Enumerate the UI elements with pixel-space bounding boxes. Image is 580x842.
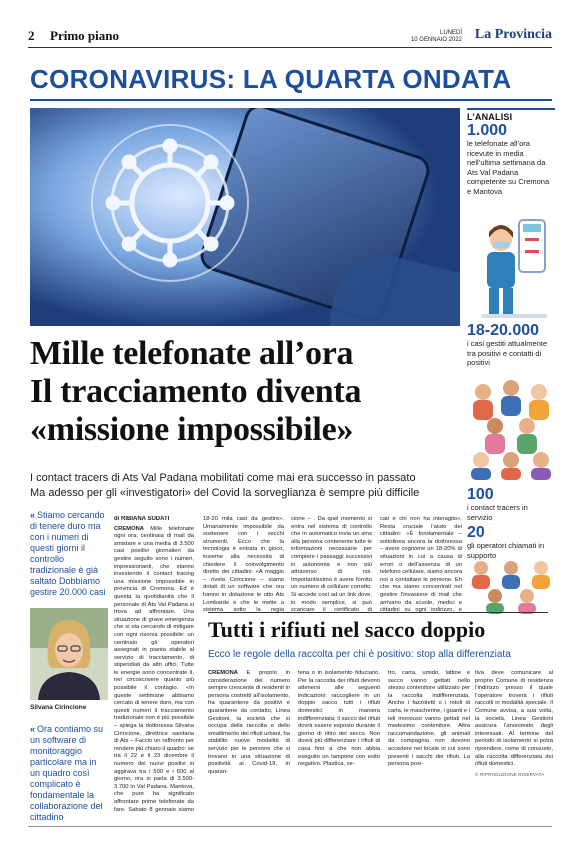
page-header [28,28,552,48]
page-number: 2 [28,28,35,43]
stat-cases-text: i casi gestiti attualmente tra positivi e contatti di positivi [467,339,548,367]
article1-column-4 [380,516,462,612]
stat-operators-text: gli operatori chiamati in supporto [467,541,545,560]
quote-mark-icon: « [30,724,36,734]
article2-column-2: tena o in isolamento fiduciario. Per la raccolta dei rifiuti devono attenersi alle seguenti indicazioni: raccogliere in un doppio sacco tutti i rifiuti domestici in maniera indifferenziata; il sacco dei rifiuti dovrà essere esposto durante il giorno di ritiro del secco. Non dovrà più differenziare i rifiuti di casa fino a che non abbia eseguito un tampone con esito negativo. Plastica, ve- [298,670,380,768]
main-headline [30,335,470,449]
stat-tracers-text: i contact tracers in servizio [467,503,528,522]
issue-day: LUNEDÌ [439,30,462,36]
pull-quote-1 [30,510,108,598]
article1-col4-text: cati e chi non ha interagito». Resta cruciale l’aiuto dei cittadini: «È fondamentale – sottolinea ancora la dottoressa – avere cognome un 18-20% di situazioni in cui a causa di errori o dell’assenza di un telefono cellulare, siamo ancora noi a contattare le persone. Eh che ma siamo concentrati nel gestire l’invasione di mail che arrivano da scuole, medici e cittadini su ogni indirizzo, e [380,516,462,612]
stat-calls [467,108,555,196]
stat-calls-text: le telefonate all’ora ricevute in media nell’ultima settimana da Ats Val Padana competente su Cremona e Mantova [467,139,550,196]
stat-calls-value: 1.000 [467,122,508,139]
subhead-line-2: Ma adesso per gli «investigatori» del Covid la sorveglianza è sempre più difficile [30,487,420,499]
article1-city: CREMONA [114,525,144,532]
analysis-sidebar [467,108,555,608]
stat-operators-value: 20 [467,524,485,541]
portrait-image [30,608,108,700]
article1-byline: di RIBIANA SUDATI [114,516,170,522]
portrait-caption: Silvana Cirincione [30,704,87,711]
bottom-rule [28,826,552,827]
article2-col4-text: tiva deve comunicare al proprio Comune di residenza l’indirizzo presso il quale l’operatore troverà i rifiuti raccolti in modalità speciale. Il Comune avvisa, a sua volta, la società. Linea Gestioni assicura l’anonimato degli interessati. Al termine del periodo di isolamento si potrà riprendere, come di consueto, alla raccolta differenziata dei rifiuti domestici. [475,670,553,768]
crowd-figures [467,376,555,480]
article1-column-2: 18-20 mila casi da gestire». Umanamente impossibile da sostenere con i vecchi strumenti. Ecco che la tecnologia è entrata in gioco, insieme alla necessità di chiedere il coinvolgimento diretto dei cittadini: «A maggio – rivela Cirincione – siamo dotati di un software che ora hanno in dotazione le otto Ats Lombarde e che le mette a sistema sotto la regia [203,516,284,612]
pull-quote-2 [30,724,108,823]
article2-city: CREMONA [208,670,238,676]
article2-headline: Tutti i rifiuti nel sacco doppio [208,612,548,643]
section-name: Primo piano [50,28,119,43]
stat-tracers [467,486,555,522]
article2-column-3: tro, carta, umido, lattine e secco vanno gettati nello stesso contenitore utilizzato per la raccolta indifferenziata. Anche i fazzoletti o i rotoli di carta, le mascherine, i guanti e i teli monouso vanno gettati nel medesimo contenitore. Altra raccomandazione, gli animali da compagnia non devono accedere nel locale in cui sono presenti i sacchi dei rifiuti. La persona posi- [388,670,470,768]
article1-col1-text: Mille telefonate ogni ora; centinaia di mail da smistare e una media di 3.500 casi positivi giornalieri da gestire seguito sono i numeri, impressionanti, che stanno investendo il contact tracing una missione impossibile in provincia di Cremona. Ed è questa la quotidianità che il personale di Ats Val Padana si trova ad affrontare. Una situazione di grave emergenza che si sta cercando di mitigare con ogni risorsa possibile: un centinaio gli operatori assegnati in pianta stabile al servizio di tracciamento, di stipendiati da altri uffici. Tutte le energie sono concentrate lì, nel circoscrivere quanto più possibile il contagio. «In queste settimane abbiamo cercato di tenere duro, ma con questi numeri il tracciamento tradizionale non è più possibile – spiega la dottoressa Silvana Cirincione, direttrice sanitaria di Ats – Faccio un raffronto per rendere più chiaro il quadro: se tra il 22 e il 23 dicembre il numero dei nuovi positivi si aggirava tra i 500 e i 600 al giorno, ora si parla di 3.500-3.700 in Val Padana. Mantova, che pure ha significato affrontare prime telefonate da fare. Sabato 8 gennaio siamo [114,525,194,812]
kicker-rule [30,99,552,101]
lead-photo [30,108,460,326]
issue-date [411,30,462,44]
article1-column-1 [114,516,194,812]
stat-tracers-value: 100 [467,486,494,503]
virus-smartphone-illustration [30,108,460,326]
nurse-figure [475,210,553,322]
main-subhead [30,471,470,501]
section-kicker: CORONAVIRUS: LA QUARTA ONDATA [30,64,512,94]
article2-col1-text: È proprio in considerazione del numero sempre crescente di residenti in persona costretti all’isolamento, fra quarantene da positivi e quarantene da contatto, Linea Gestioni, la società che si occupa della raccolta e dello smaltimento dei rifiuti urbani, ha stabilito nuove modalità di servizio per le persone che si trovano in una situazione di positività al Covid-19, in quaran- [208,670,290,775]
article1-column-3: cione – . Da quel momento si entra nel sistema di controllo che in automatico invia un sms alla persona contenente tutte le informazioni necessarie per compiere i passaggi successivi in autonomia e non più attraverso di noi. Importantissimo è avere fornito un numero di cellulare corretto. Si accede così ad un link dove, in modo semplice, si può scaricare il certificato di [291,516,372,612]
headline-line-3: «missione impossibile» [30,411,354,448]
pull-quote-2-text: Ora contiamo su un software di monitoraggio particolare ma in un quadro così complicato è fondamentale la collaborazione del cittadino [30,724,104,822]
stat-cases [467,322,555,368]
masthead-logo: La Provincia [474,27,552,42]
quote-mark-icon: « [30,510,36,520]
subhead-line-1: I contact tracers di Ats Val Padana mobilitati come mai era successo in passato [30,472,416,484]
phone-operators-illustration [467,554,555,614]
headline-line-2: Il tracciamento diventa [30,373,362,410]
portrait-photo [30,608,108,700]
sidebar-label: L’ANALISI [467,108,555,122]
article2-column-4 [475,670,553,820]
issue-date-text: 10 GENNAIO 2022 [410,37,462,43]
pull-quote-1-text: Stiamo cercando di tenere duro ma con i numeri di questi giorni il controllo tradizionale è già saltato Dobbiamo gestire 20.000 casi [30,510,106,597]
stat-cases-value: 18-20.000 [467,322,540,339]
article2-subhead: Ecco le regole della raccolta per chi è positivo: stop alla differenziata [208,649,511,660]
headline-line-1: Mille telefonate all’ora [30,335,354,372]
article2-column-1 [208,670,290,820]
article2-copyright: © RIPRODUZIONE RISERVATA [475,771,545,777]
